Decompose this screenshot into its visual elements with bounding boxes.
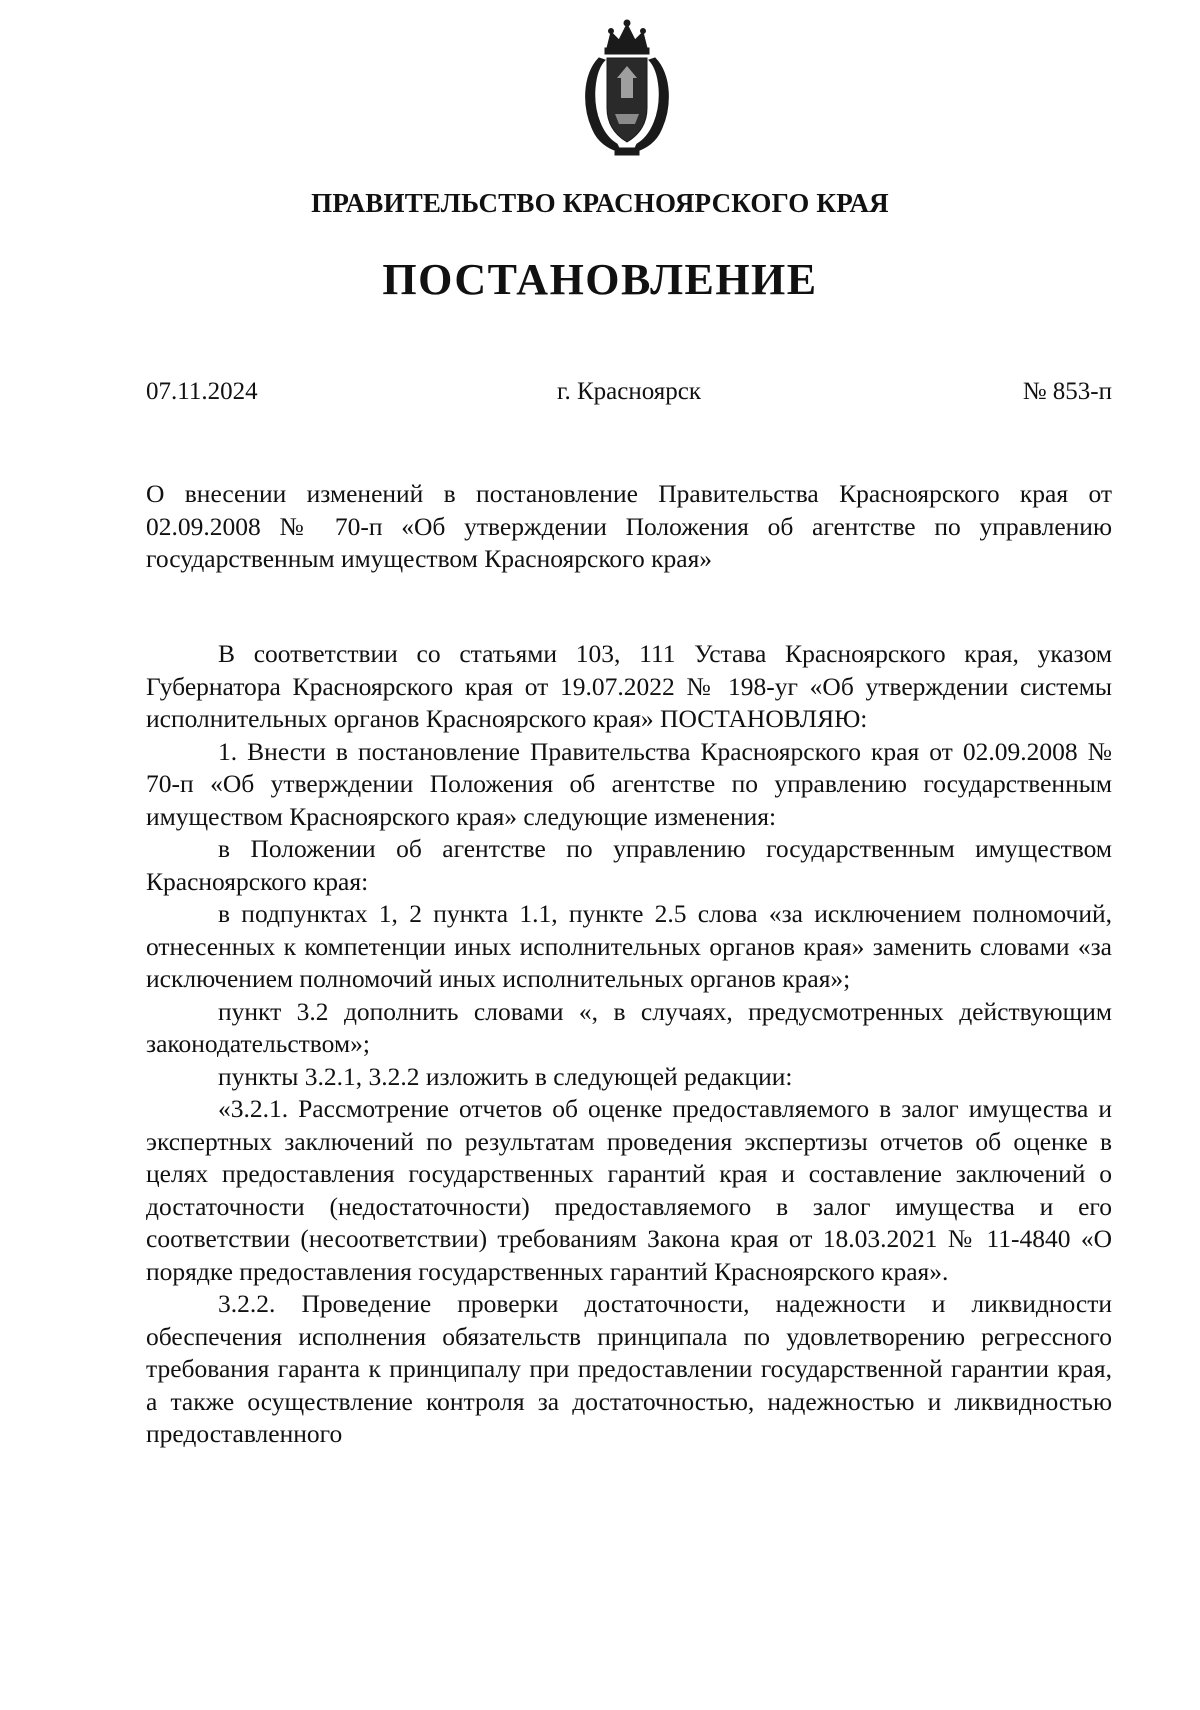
document-city: г. Красноярск [557, 378, 701, 405]
document-type-title: ПОСТАНОВЛЕНИЕ [382, 255, 818, 304]
document-body [146, 638, 1112, 1451]
document-date: 07.11.2024 [146, 378, 258, 405]
document-number: № 853-п [1022, 378, 1112, 405]
body-paragraph: «3.2.1. Рассмотрение отчетов об оценке предоставляемого в залог имущества и экспертных заключений по результатам проведения экспертизы отчетов об оценке в целях предоставления государственных гарантий края и составление заключений о достаточности (недостаточности) предоставляемого в залог имущества и его соответствии (несоответствии) требованиям Закона края от 18.03.2021 № 11-4840 «О порядке предоставления государственных гарантий Красноярского края». [146, 1094, 1112, 1286]
government-name: ПРАВИТЕЛЬСТВО КРАСНОЯРСКОГО КРАЯ [311, 188, 889, 218]
document-subject [146, 478, 1112, 576]
body-paragraph: в подпунктах 1, 2 пункта 1.1, пункте 2.5 слова «за исключением полномочий, отнесенных к компетенции иных исполнительных органов края» заменить словами «за исключением полномочий иных исполнительных органов края»; [146, 899, 1112, 993]
body-paragraph: 1. Внести в постановление Правительства Красноярского края от 02.09.2008 № 70-п «Об утверждении Положения об агентстве по управлению государственным имуществом Красноярского края» следующие изменения: [146, 736, 1112, 831]
document-meta [146, 378, 1112, 412]
body-paragraph: 3.2.2. Проведение проверки достаточности, надежности и ликвидности обеспечения исполнения обязательств принципала по удовлетворению регрессного требования гаранта к принципалу при предоставлении государственной гарантии края, а также осуществление контроля за достаточностью, надежностью и ликвидностью предоставленного [146, 1289, 1112, 1448]
body-paragraph: В соответствии со статьями 103, 111 Устава Красноярского края, указом Губернатора Красноярского края от 19.07.2022 № 198-уг «Об утверждении системы исполнительных органов Красноярского края» ПОСТАНОВЛЯЮ: [146, 639, 1112, 733]
body-paragraph: пункты 3.2.1, 3.2.2 изложить в следующей редакции: [218, 1061, 793, 1091]
body-paragraph: в Положении об агентстве по управлению государственным имуществом Красноярского края: [146, 834, 1112, 896]
coat-of-arms-icon [577, 18, 677, 160]
subject-text: О внесении изменений в постановление Правительства Красноярского края от 02.09.2008 № 70-п «Об утверждении Положения об агентстве по управлению государственным имуществом Красноярского края» [146, 479, 1112, 573]
body-paragraph: пункт 3.2 дополнить словами «, в случаях, предусмотренных действующим законодательством»; [146, 996, 1112, 1058]
